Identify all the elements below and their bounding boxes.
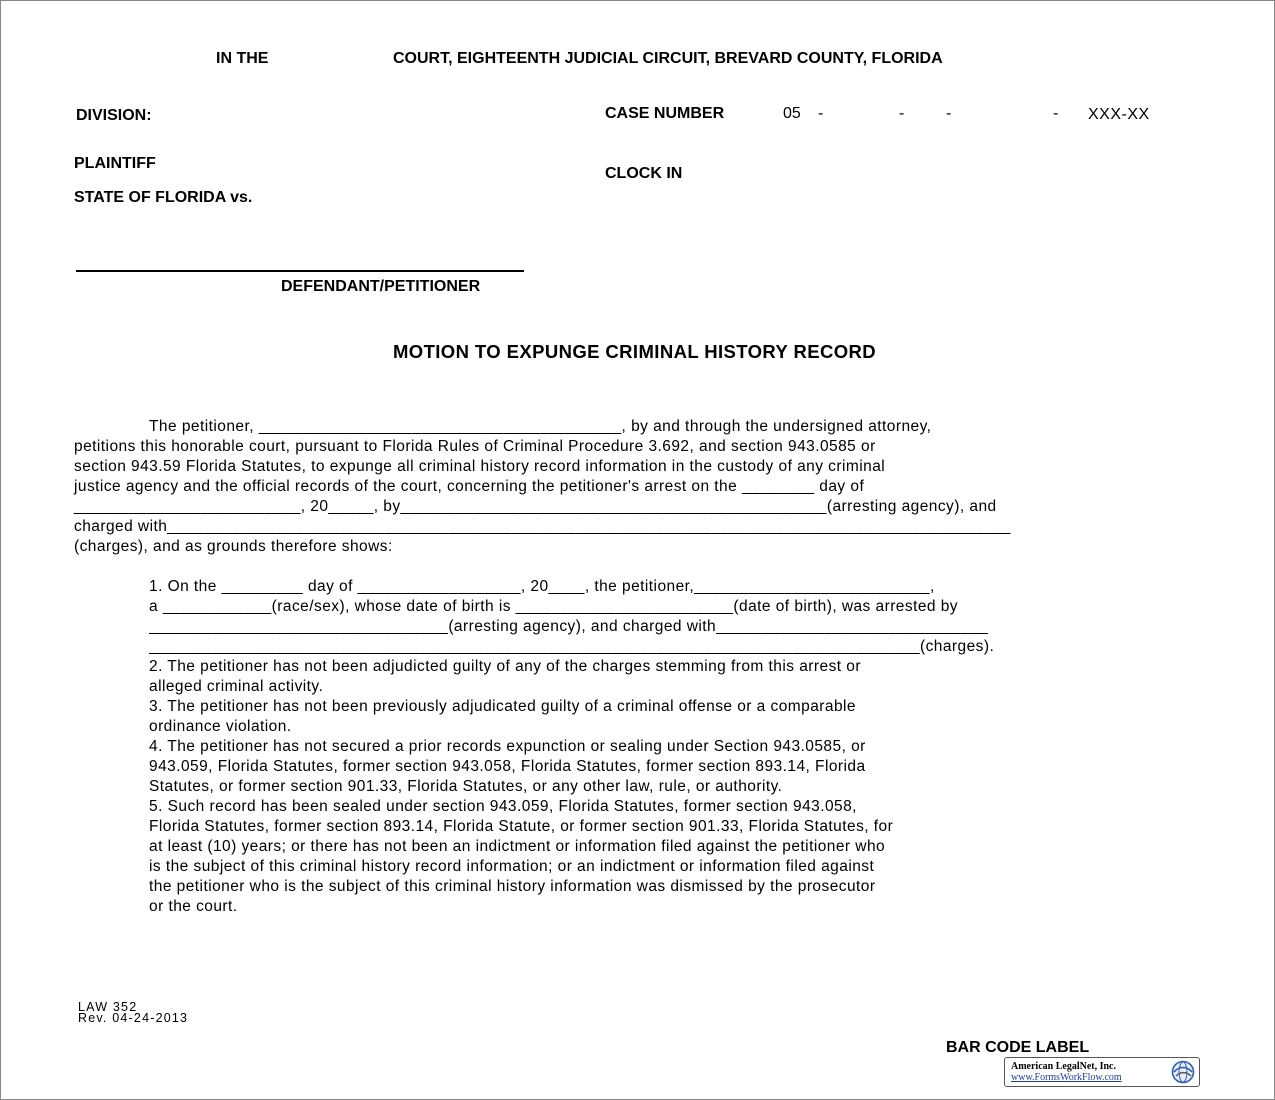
defendant-label: DEFENDANT/PETITIONER xyxy=(281,278,481,295)
court-name: COURT, EIGHTEENTH JUDICIAL CIRCUIT, BREVARD COUNTY, FLORIDA xyxy=(393,50,943,67)
item-line: 2. The petitioner has not been adjudicted guilty of any of the charges stemming from this arrest or xyxy=(149,658,861,675)
item-line-text: _____________________________________________________________________________________(charges). xyxy=(149,638,995,655)
publisher-logo xyxy=(1004,1057,1200,1087)
item-line: alleged criminal activity. xyxy=(149,678,324,695)
case-number-dash: - xyxy=(818,105,824,122)
intro-line: section 943.59 Florida Statutes, to expunge all criminal history record information in the custody of any criminal xyxy=(74,458,886,475)
case-number-dash: - xyxy=(1053,105,1059,122)
item-line: or the court. xyxy=(149,898,238,915)
case-number-prefix: 05 xyxy=(783,105,801,122)
form-code: LAW 352 xyxy=(78,1000,138,1014)
intro-line: _________________________, 20_____, by_______________________________________________(arresting agency), and xyxy=(74,498,997,515)
case-number-label: CASE NUMBER xyxy=(605,105,725,122)
item-line: a ____________(race/sex), whose date of birth is ________________________(date of birth), was arrested by xyxy=(149,598,959,615)
division-label: DIVISION: xyxy=(76,107,152,124)
item-line: 4. The petitioner has not secured a prior records expunction or sealing under Section 943.0585, or xyxy=(149,738,866,755)
in-the-label: IN THE xyxy=(216,50,269,67)
item-line xyxy=(149,637,1199,657)
document-title: MOTION TO EXPUNGE CRIMINAL HISTORY RECORD xyxy=(392,341,877,362)
publisher-url[interactable]: www.FormsWorkFlow.com xyxy=(1011,1072,1122,1083)
case-number-dash: - xyxy=(946,105,952,122)
item-line: ordinance violation. xyxy=(149,718,292,735)
case-number-dash: - xyxy=(899,105,905,122)
intro-line: (charges), and as grounds therefore shows: xyxy=(74,538,393,555)
defendant-signature-line xyxy=(76,270,524,272)
item-line: Statutes, or former section 901.33, Florida Statutes, or any other law, rule, or authority. xyxy=(149,778,783,795)
bar-code-label: BAR CODE LABEL xyxy=(946,1039,1090,1056)
plaintiff-label: PLAINTIFF xyxy=(74,155,156,172)
publisher-name: American LegalNet, Inc. xyxy=(1011,1061,1116,1072)
item-line: 3. The petitioner has not been previously adjudicated guilty of a criminal offense or a comparable xyxy=(149,698,856,715)
form-revision: Rev. 04-24-2013 xyxy=(78,1011,189,1025)
item-line: 1. On the _________ day of __________________, 20____, the petitioner,__________________________, xyxy=(149,578,935,595)
intro-line: petitions this honorable court, pursuant to Florida Rules of Criminal Procedure 3.692, and section 943.0585 or xyxy=(74,438,876,455)
item-line: the petitioner who is the subject of this criminal history information was dismissed by the prosecutor xyxy=(149,878,876,895)
item-line: _________________________________(arresting agency), and charged with______________________________ xyxy=(149,618,989,635)
item-line: 5. Such record has been sealed under section 943.059, Florida Statutes, former section 943.058, xyxy=(149,798,857,815)
item-line: Florida Statutes, former section 893.14, Florida Statute, or former section 901.33, Florida Statutes, for xyxy=(149,818,894,835)
state-vs-label: STATE OF FLORIDA vs. xyxy=(74,189,253,206)
item-line: 943.059, Florida Statutes, former section 943.058, Florida Statutes, former section 893.14, Florida xyxy=(149,758,866,775)
intro-line: charged with_____________________________________________________________________________________________ xyxy=(74,518,1011,535)
intro-line: justice agency and the official records of the court, concerning the petitioner's arrest on the ________ day of xyxy=(74,478,865,495)
item-line: is the subject of this criminal history record information; or an indictment or information filed against xyxy=(149,858,875,875)
intro-line: The petitioner, ________________________________________, by and through the undersigned attorney, xyxy=(149,418,932,435)
item-line: at least (10) years; or there has not been an indictment or information filed against the petitioner who xyxy=(149,838,886,855)
clock-in-label: CLOCK IN xyxy=(605,165,683,182)
case-number-suffix: XXX-XX xyxy=(1088,106,1150,123)
globe-icon xyxy=(1171,1060,1195,1084)
